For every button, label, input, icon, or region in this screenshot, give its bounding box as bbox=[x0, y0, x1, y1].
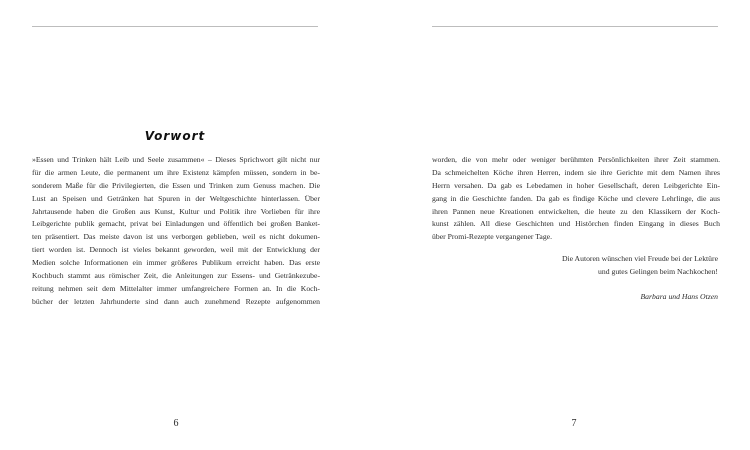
page-number: 6 bbox=[173, 418, 179, 429]
text-line: worden, die von mehr oder weniger berühmten Persönlichkeiten ihrer Zeit stammen. bbox=[432, 155, 720, 164]
chapter-heading: Vorwort bbox=[144, 129, 206, 143]
text-line: über Promi-Rezepte vergangener Tage. bbox=[432, 232, 552, 242]
right-page bbox=[375, 0, 750, 450]
signoff bbox=[432, 253, 718, 279]
text-line: Medien solche Informationen ein immer größeres Publikum erreicht haben. Das erste bbox=[32, 258, 320, 268]
text-line: gang in die Geschichte fanden. Da gab es findige Köche und clevere Lehrlinge, die aus bbox=[432, 193, 720, 203]
text-line: Herrn versahen. Da gab es Lebedamen in hoher Gesellschaft, deren Leibgerichte Ein- bbox=[432, 180, 720, 190]
header-rule bbox=[432, 26, 718, 27]
text-line: Jahrtausende haben die Großen aus Kunst, Kultur und Politik ihre Vorlieben für ihre bbox=[32, 206, 320, 216]
text-line: tiert worden ist. Dennoch ist vieles bekannt geworden, weil mit der Entwicklung der bbox=[32, 245, 320, 255]
body-text bbox=[32, 154, 320, 309]
text-line: reitung nehmen seit dem Mittelalter immer umfangreichere Formen an. In die Koch- bbox=[32, 283, 320, 293]
header-rule bbox=[32, 26, 318, 27]
text-line: bücher der letzten Jahrhunderte sind dann auch zunehmend Rezepte aufgenommen bbox=[32, 296, 320, 306]
text-line: Lust an Speisen und Getränken hat Spuren in der Weltgeschichte hinterlassen. Über bbox=[32, 193, 320, 203]
text-line: sonderem Maße für die Privilegierten, die Essen und Trinken zum Genuss machen. Die bbox=[32, 180, 320, 190]
text-line: ihren Pannen neue Kreationen entwickelten, die heute zu den Klassikern der Koch- bbox=[432, 206, 720, 216]
text-line: »Essen und Trinken hält Leib und Seele zusammen« – Dieses Sprichwort gilt nicht nur bbox=[32, 155, 320, 164]
text-line: Leibgerichte publik gemacht, privat bei Einladungen und öffentlich bei großen Banket- bbox=[32, 219, 320, 229]
text-line: Kochbuch stammt aus römischer Zeit, die Anleitungen zur Essens- und Getränkezube- bbox=[32, 271, 320, 281]
text-line: ten präsentiert. Das meiste davon ist uns verborgen geblieben, weil es nicht dokumen- bbox=[32, 232, 320, 242]
body-text bbox=[432, 154, 720, 244]
text-line: kunst zählen. All diese Geschichten und Histörchen finden Eingang in dieses Buch bbox=[432, 219, 720, 229]
signoff-line: Die Autoren wünschen viel Freude bei der Lektüre bbox=[561, 254, 718, 263]
page-number: 7 bbox=[571, 418, 577, 429]
text-line: Da schmeichelten Köche ihren Herren, indem sie ihre Gerichte mit dem Namen ihres bbox=[432, 167, 720, 177]
signoff-line: und gutes Gelingen beim Nachkochen! bbox=[598, 266, 718, 276]
author-signature: Barbara und Hans Otzen bbox=[640, 292, 718, 301]
text-line: für die armen Leute, die permanent um ihre Existenz kämpfen müssen, sondern in be- bbox=[32, 167, 320, 177]
